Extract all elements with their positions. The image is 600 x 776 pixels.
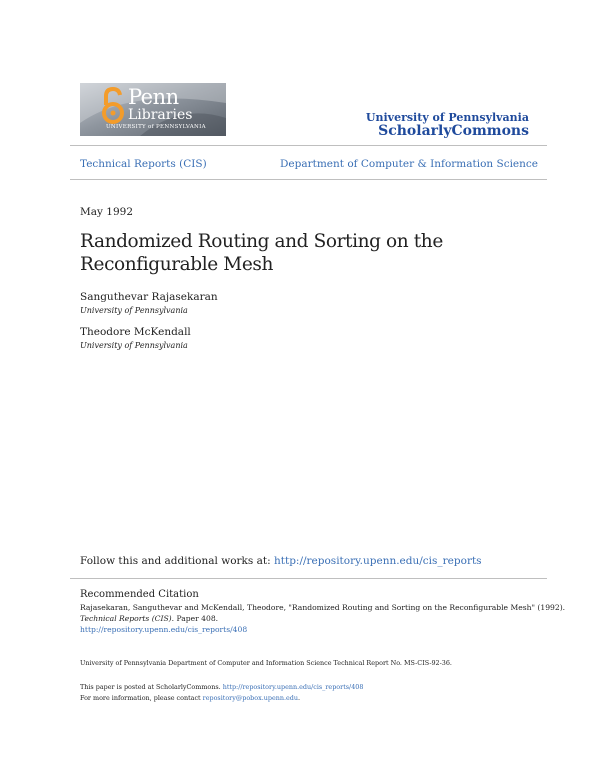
citation-url-line xyxy=(80,625,247,635)
posted-url-link[interactable]: http://repository.upenn.edu/cis_reports/408 xyxy=(222,683,364,691)
paper-title: Randomized Routing and Sorting on the Reconfigurable Mesh xyxy=(80,231,443,275)
citation-series-line xyxy=(80,614,218,624)
logo-libraries-text: Libraries xyxy=(128,107,193,123)
contact-email-link[interactable]: repository@pobox.upenn.edu xyxy=(202,694,298,702)
citation-text: Rajasekaran, Sanguthevar and McKendall, Theodore, "Randomized Routing and Sorting on the Reconfigurable Mesh" (1992). xyxy=(80,603,566,612)
header-divider-bottom xyxy=(70,179,547,180)
logo-university-text: UNIVERSITY of PENNSYLVANIA xyxy=(106,124,206,130)
contact-line xyxy=(80,694,300,703)
citation-series: Technical Reports (CIS) xyxy=(80,614,172,623)
technical-report-note: University of Pennsylvania Department of Computer and Information Science Technical Report No. MS-CIS-92-36. xyxy=(80,659,452,667)
penn-libraries-logo[interactable] xyxy=(80,83,226,136)
author-affiliation: University of Pennsylvania xyxy=(80,306,188,315)
citation-paper-number: . Paper 408. xyxy=(171,614,219,623)
author-affiliation: University of Pennsylvania xyxy=(80,341,188,350)
citation-divider xyxy=(70,578,547,579)
scholarlycommons-title[interactable]: ScholarlyCommons xyxy=(378,123,529,139)
recommended-citation-heading: Recommended Citation xyxy=(80,589,199,600)
logo-penn-text: Penn xyxy=(128,85,179,109)
posted-line xyxy=(80,683,363,692)
university-title[interactable]: University of Pennsylvania xyxy=(365,111,529,124)
author-name[interactable]: Sanguthevar Rajasekaran xyxy=(80,291,218,303)
technical-reports-link[interactable]: Technical Reports (CIS) xyxy=(80,158,207,170)
contact-end: . xyxy=(297,694,301,702)
follow-text: Follow this and additional works at: xyxy=(80,555,274,567)
department-link[interactable]: Department of Computer & Information Science xyxy=(279,158,538,170)
header-divider-top xyxy=(70,145,547,146)
contact-text: For more information, please contact xyxy=(80,694,203,702)
citation-url-link[interactable]: http://repository.upenn.edu/cis_reports/408 xyxy=(80,625,248,634)
follow-link[interactable]: http://repository.upenn.edu/cis_reports xyxy=(274,555,482,567)
publication-date: May 1992 xyxy=(80,206,134,218)
follow-line xyxy=(80,555,482,568)
author-name[interactable]: Theodore McKendall xyxy=(80,326,191,338)
posted-text: This paper is posted at ScholarlyCommons. xyxy=(80,683,223,691)
